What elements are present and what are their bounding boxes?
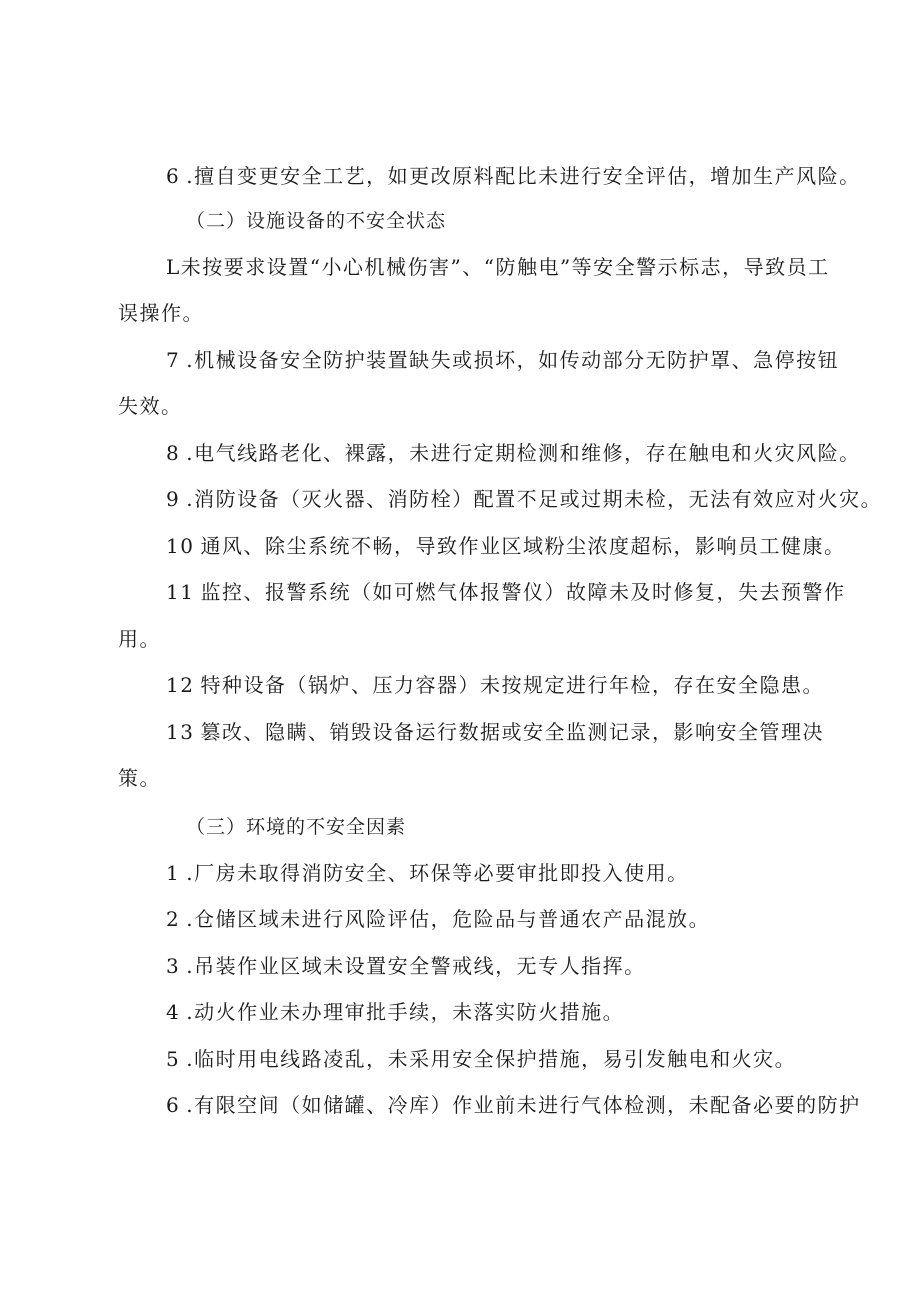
list-item [166, 486, 882, 512]
list-item [166, 533, 845, 559]
item-number: 6 [166, 1093, 181, 1117]
item-text: .电气线路老化、裸露，未进行定期检测和维修，存在触电和火灾风险。 [186, 441, 861, 465]
item-text: .动火作业未办理审批手续，未落实防火措施。 [186, 1000, 625, 1024]
item-number: 6 [166, 164, 181, 188]
list-item [166, 163, 861, 189]
list-item [166, 579, 845, 605]
list-item [166, 672, 824, 698]
item-text: .仓储区域未进行风险评估，危险品与普通农产品混放。 [186, 907, 711, 931]
item-number: 11 [166, 580, 195, 604]
item-text: 监控、报警系统（如可燃气体报警仪）故障未及时修复，失去预警作 [200, 580, 846, 604]
item-text: .机械设备安全防护装置缺失或损坏，如传动部分无防护罩、急停按钮 [186, 348, 840, 372]
list-item [166, 254, 830, 280]
heading-text: （三）环境的不安全因素 [186, 816, 407, 838]
list-item [166, 1092, 861, 1118]
item-number: 13 [166, 720, 195, 744]
list-item [166, 440, 861, 466]
item-text: 通风、除尘系统不畅，导致作业区域粉尘浓度超标，影响员工健康。 [200, 534, 846, 558]
item-number: 9 [166, 487, 181, 511]
list-item-continuation [118, 393, 183, 419]
item-number: 2 [166, 907, 181, 931]
item-number: 5 [166, 1047, 181, 1071]
item-text: L未按要求设置“小心机械伤害”、“防触电”等安全警示标志，导致员工 [166, 255, 830, 279]
item-text: 篡改、隐瞒、销毁设备运行数据或安全监测记录，影响安全管理决 [200, 720, 824, 744]
list-item [166, 719, 824, 745]
item-number: 1 [166, 861, 181, 885]
item-number: 12 [166, 673, 195, 697]
item-text: 失效。 [118, 394, 183, 418]
item-text: .消防设备（灭火器、消防栓）配置不足或过期未检，无法有效应对火灾。 [186, 487, 883, 511]
list-item-continuation [118, 626, 161, 652]
heading-text: （二）设施设备的不安全状态 [186, 210, 447, 232]
item-number: 10 [166, 534, 195, 558]
item-text: 策。 [118, 766, 161, 790]
item-number: 7 [166, 348, 181, 372]
list-item [166, 1046, 796, 1072]
item-text: .临时用电线路凌乱，未采用安全保护措施，易引发触电和火灾。 [186, 1047, 797, 1071]
item-text: .厂房未取得消防安全、环保等必要审批即投入使用。 [186, 861, 689, 885]
item-text: .有限空间（如储罐、冷库）作业前未进行气体检测，未配备必要的防护 [186, 1093, 861, 1117]
item-text: 用。 [118, 627, 161, 651]
item-text: 特种设备（锅炉、压力容器）未按规定进行年检，存在安全隐患。 [200, 673, 824, 697]
item-text: .擅自变更安全工艺，如更改原料配比未进行安全评估，增加生产风险。 [186, 164, 861, 188]
list-item [166, 953, 646, 979]
item-number: 3 [166, 954, 181, 978]
item-number: 4 [166, 1000, 181, 1024]
list-item [166, 906, 710, 932]
list-item [166, 999, 624, 1025]
item-text: 误操作。 [118, 301, 204, 325]
list-item [166, 860, 689, 886]
item-text: .吊装作业区域未设置安全警戒线，无专人指挥。 [186, 954, 646, 978]
list-item-continuation [118, 300, 204, 326]
item-number: 8 [166, 441, 181, 465]
section-heading [186, 208, 446, 234]
list-item-continuation [118, 765, 161, 791]
section-heading [186, 814, 406, 840]
list-item [166, 347, 839, 373]
